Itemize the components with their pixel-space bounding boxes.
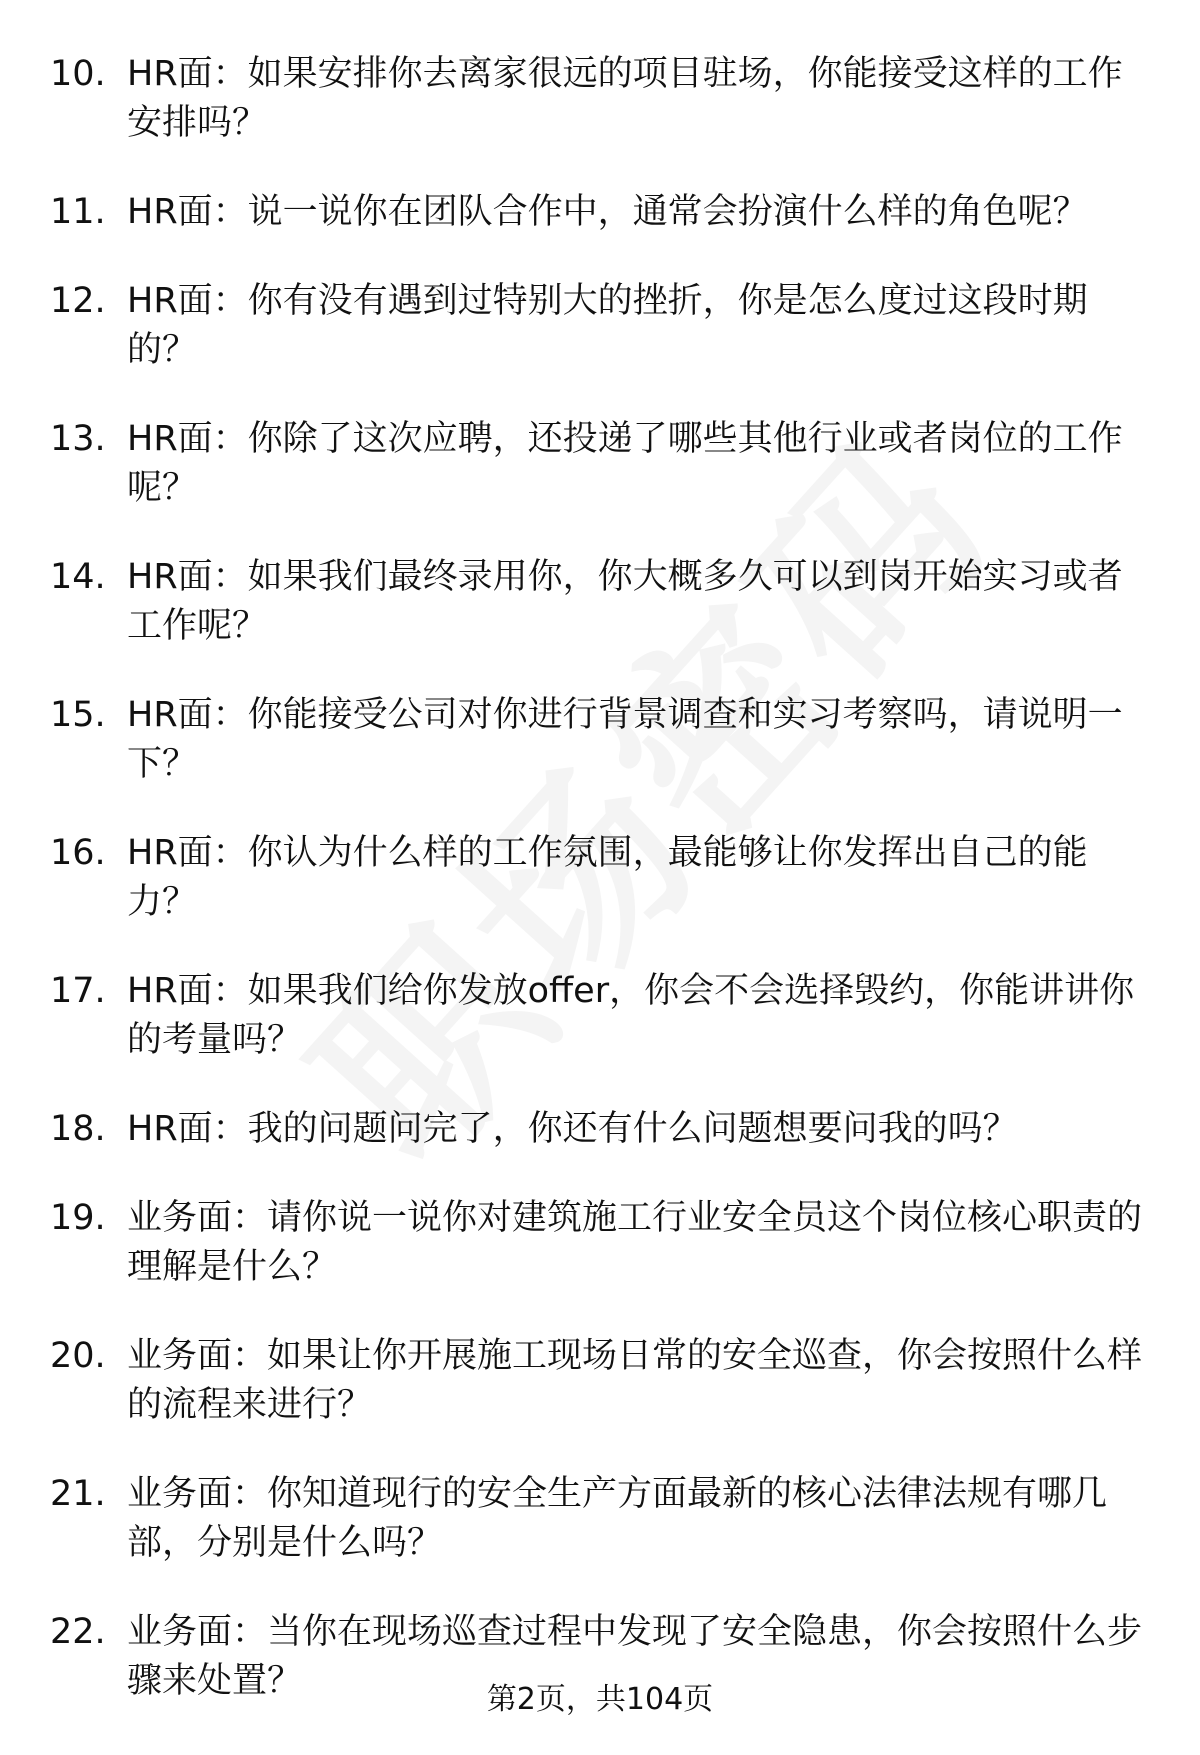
list-item	[0, 1332, 1200, 1430]
question-number: 13.	[50, 419, 106, 459]
question-number: 11.	[50, 192, 106, 232]
list-item	[0, 277, 1200, 375]
list-item	[0, 50, 1200, 148]
list-item	[0, 415, 1200, 513]
question-text: HR面：说一说你在团队合作中，通常会扮演什么样的角色呢？	[127, 192, 1088, 232]
question-number: 19.	[50, 1198, 106, 1238]
question-text: HR面：如果安排你去离家很远的项目驻场，你能接受这样的工作安排吗？	[127, 54, 1123, 143]
list-item	[0, 829, 1200, 927]
question-number: 16.	[50, 833, 106, 873]
list-item	[0, 1194, 1200, 1292]
question-number: 20.	[50, 1336, 106, 1376]
list-item	[0, 1470, 1200, 1568]
question-text: 业务面：你知道现行的安全生产方面最新的核心法律法规有哪几部，分别是什么吗？	[127, 1474, 1108, 1563]
question-number: 21.	[50, 1474, 106, 1514]
page-footer	[0, 1680, 1200, 1720]
list-item	[0, 188, 1200, 237]
question-text: HR面：你认为什么样的工作氛围，最能够让你发挥出自己的能力？	[127, 833, 1088, 922]
question-list	[0, 50, 1200, 1746]
question-text: HR面：你有没有遇到过特别大的挫折，你是怎么度过这段时期的？	[127, 281, 1088, 370]
question-text: 业务面：如果让你开展施工现场日常的安全巡查，你会按照什么样的流程来进行？	[127, 1336, 1143, 1425]
question-text: HR面：你能接受公司对你进行背景调查和实习考察吗，请说明一下？	[127, 695, 1123, 784]
question-number: 15.	[50, 695, 106, 735]
question-text: 业务面：请你说一说你对建筑施工行业安全员这个岗位核心职责的理解是什么？	[127, 1198, 1143, 1287]
list-item	[0, 691, 1200, 789]
question-number: 22.	[50, 1612, 106, 1652]
question-text: HR面：我的问题问完了，你还有什么问题想要问我的吗？	[127, 1109, 1018, 1149]
question-text: HR面：如果我们最终录用你，你大概多久可以到岗开始实习或者工作呢？	[127, 557, 1123, 646]
list-item	[0, 1105, 1200, 1154]
question-text: HR面：你除了这次应聘，还投递了哪些其他行业或者岗位的工作呢？	[127, 419, 1123, 508]
question-number: 18.	[50, 1109, 106, 1149]
page-number-label: 第2页，共104页	[486, 1682, 714, 1717]
list-item	[0, 553, 1200, 651]
question-number: 17.	[50, 971, 106, 1011]
question-text: 业务面：当你在现场巡查过程中发现了安全隐患，你会按照什么步骤来处置？	[127, 1612, 1143, 1701]
question-number: 12.	[50, 281, 106, 321]
question-number: 10.	[50, 54, 106, 94]
question-number: 14.	[50, 557, 106, 597]
question-text: HR面：如果我们给你发放offer，你会不会选择毁约，你能讲讲你的考量吗？	[127, 971, 1135, 1060]
list-item	[0, 967, 1200, 1065]
